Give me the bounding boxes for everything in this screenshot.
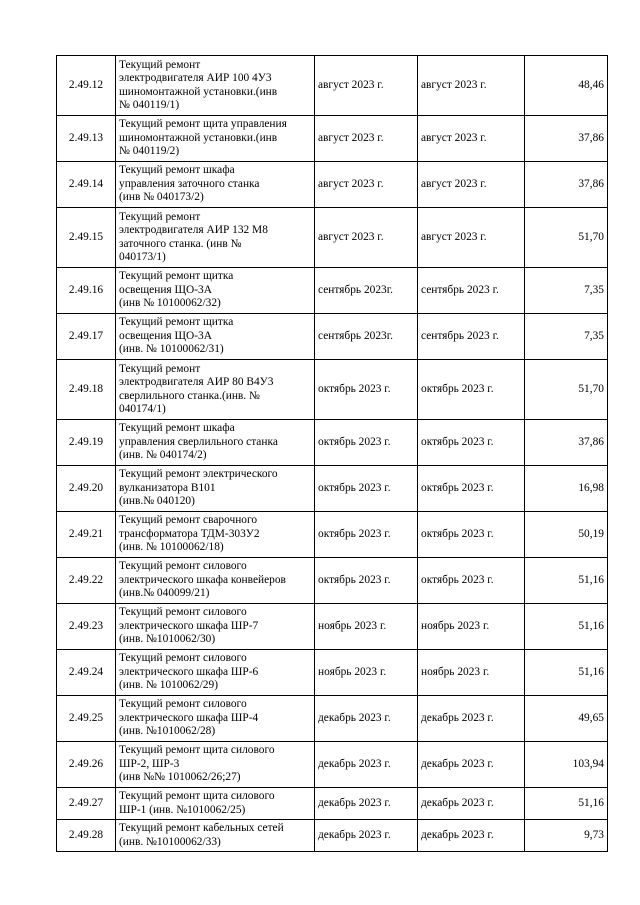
cost-cell: 103,94: [525, 742, 608, 788]
cost-cell: 37,86: [525, 162, 608, 208]
cost-cell: 7,35: [525, 268, 608, 314]
start-date-cell: сентябрь 2023г.: [315, 268, 418, 314]
table-row: [57, 314, 608, 360]
work-description-cell: [116, 420, 315, 466]
table-row: [57, 162, 608, 208]
start-date-cell: декабрь 2023 г.: [315, 696, 418, 742]
work-description-cell: [116, 742, 315, 788]
row-number-cell: 2.49.12: [57, 56, 116, 116]
cost-cell: 51,16: [525, 558, 608, 604]
start-date-cell: август 2023 г.: [315, 116, 418, 162]
end-date-cell: декабрь 2023 г.: [418, 696, 525, 742]
row-number-cell: 2.49.28: [57, 820, 116, 852]
work-description-cell: [116, 558, 315, 604]
work-description-cell: [116, 820, 315, 852]
end-date-cell: октябрь 2023 г.: [418, 466, 525, 512]
row-number-cell: 2.49.27: [57, 788, 116, 820]
work-description: Текущий ремонт силового электрического шкафа ШР-7 (инв. №1010062/30): [119, 606, 259, 646]
work-description: Текущий ремонт шкафа управления сверлильного станка (инв. № 040174/2): [119, 422, 278, 462]
start-date-cell: октябрь 2023 г.: [315, 420, 418, 466]
cost-cell: 51,16: [525, 650, 608, 696]
work-description-cell: [116, 788, 315, 820]
end-date-cell: август 2023 г.: [418, 116, 525, 162]
work-description-cell: [116, 696, 315, 742]
start-date-cell: ноябрь 2023 г.: [315, 650, 418, 696]
work-description-cell: [116, 116, 315, 162]
work-description: Текущий ремонт силового электрического шкафа конвейеров (инв.№ 040099/21): [119, 560, 286, 600]
cost-cell: 7,35: [525, 314, 608, 360]
table-row: [57, 696, 608, 742]
row-number-cell: 2.49.20: [57, 466, 116, 512]
row-number-cell: 2.49.16: [57, 268, 116, 314]
cost-cell: 51,16: [525, 788, 608, 820]
table-row: [57, 512, 608, 558]
work-description: Текущий ремонт щита силового ШР-2, ШР-3 (инв №№ 1010062/26;27): [119, 744, 275, 784]
table-row: [57, 56, 608, 116]
work-description: Текущий ремонт щитка освещения ЩО-3А (инв № 10100062/32): [119, 270, 234, 310]
table-row: [57, 268, 608, 314]
start-date-cell: август 2023 г.: [315, 56, 418, 116]
work-description-cell: [116, 604, 315, 650]
work-description-cell: [116, 208, 315, 268]
work-description-cell: [116, 162, 315, 208]
work-description: Текущий ремонт щита управления шиномонтажной установки.(инв № 040119/2): [119, 118, 287, 158]
start-date-cell: декабрь 2023 г.: [315, 742, 418, 788]
work-description-cell: [116, 56, 315, 116]
row-number-cell: 2.49.17: [57, 314, 116, 360]
work-description-cell: [116, 314, 315, 360]
start-date-cell: август 2023 г.: [315, 208, 418, 268]
end-date-cell: октябрь 2023 г.: [418, 360, 525, 420]
end-date-cell: октябрь 2023 г.: [418, 512, 525, 558]
work-description: Текущий ремонт щита силового ШР-1 (инв. №1010062/25): [119, 790, 275, 816]
work-description: Текущий ремонт силового электрического шкафа ШР-6 (инв. № 1010062/29): [119, 652, 259, 692]
work-description: Текущий ремонт электродвигателя АИР 80 В4У3 сверлильного станка.(инв. № 040174/1): [119, 362, 274, 415]
row-number-cell: 2.49.26: [57, 742, 116, 788]
table-row: [57, 558, 608, 604]
row-number-cell: 2.49.22: [57, 558, 116, 604]
row-number-cell: 2.49.25: [57, 696, 116, 742]
end-date-cell: сентябрь 2023 г.: [418, 314, 525, 360]
work-description-cell: [116, 466, 315, 512]
table-row: [57, 604, 608, 650]
cost-cell: 51,16: [525, 604, 608, 650]
end-date-cell: сентябрь 2023 г.: [418, 268, 525, 314]
work-description: Текущий ремонт сварочного трансформатора ТДМ-303У2 (инв. № 10100062/18): [119, 514, 260, 554]
row-number-cell: 2.49.18: [57, 360, 116, 420]
end-date-cell: декабрь 2023 г.: [418, 742, 525, 788]
row-number-cell: 2.49.19: [57, 420, 116, 466]
table-row: [57, 650, 608, 696]
start-date-cell: октябрь 2023 г.: [315, 512, 418, 558]
table-row: [57, 466, 608, 512]
start-date-cell: октябрь 2023 г.: [315, 360, 418, 420]
end-date-cell: ноябрь 2023 г.: [418, 650, 525, 696]
end-date-cell: декабрь 2023 г.: [418, 820, 525, 852]
table-body: [57, 56, 608, 852]
work-description: Текущий ремонт электрического вулканизатора В101 (инв.№ 040120): [119, 468, 278, 508]
row-number-cell: 2.49.24: [57, 650, 116, 696]
end-date-cell: август 2023 г.: [418, 162, 525, 208]
work-description: Текущий ремонт электродвигателя АИР 100 4У3 шиномонтажной установки.(инв № 040119/1): [119, 58, 278, 111]
maintenance-table: [56, 55, 608, 852]
work-description: Текущий ремонт шкафа управления заточного станка (инв № 040173/2): [119, 164, 260, 204]
start-date-cell: август 2023 г.: [315, 162, 418, 208]
end-date-cell: ноябрь 2023 г.: [418, 604, 525, 650]
work-description-cell: [116, 268, 315, 314]
start-date-cell: ноябрь 2023 г.: [315, 604, 418, 650]
end-date-cell: август 2023 г.: [418, 56, 525, 116]
work-description: Текущий ремонт силового электрического шкафа ШР-4 (инв. №1010062/28): [119, 698, 259, 738]
end-date-cell: август 2023 г.: [418, 208, 525, 268]
end-date-cell: октябрь 2023 г.: [418, 420, 525, 466]
row-number-cell: 2.49.21: [57, 512, 116, 558]
row-number-cell: 2.49.13: [57, 116, 116, 162]
start-date-cell: сентябрь 2023г.: [315, 314, 418, 360]
start-date-cell: октябрь 2023 г.: [315, 558, 418, 604]
table-row: [57, 208, 608, 268]
start-date-cell: декабрь 2023 г.: [315, 820, 418, 852]
work-description-cell: [116, 650, 315, 696]
table-row: [57, 788, 608, 820]
cost-cell: 9,73: [525, 820, 608, 852]
cost-cell: 48,46: [525, 56, 608, 116]
work-description: Текущий ремонт электродвигателя АИР 132 М8 заточного станка. (инв № 040173/1): [119, 210, 268, 263]
cost-cell: 50,19: [525, 512, 608, 558]
work-description: Текущий ремонт кабельных сетей (инв. №10100062/33): [119, 822, 284, 848]
row-number-cell: 2.49.23: [57, 604, 116, 650]
start-date-cell: октябрь 2023 г.: [315, 466, 418, 512]
start-date-cell: декабрь 2023 г.: [315, 788, 418, 820]
table-row: [57, 820, 608, 852]
cost-cell: 37,86: [525, 420, 608, 466]
row-number-cell: 2.49.15: [57, 208, 116, 268]
table-row: [57, 420, 608, 466]
work-description: Текущий ремонт щитка освещения ЩО-3А (инв. № 10100062/31): [119, 316, 234, 356]
row-number-cell: 2.49.14: [57, 162, 116, 208]
cost-cell: 49,65: [525, 696, 608, 742]
cost-cell: 16,98: [525, 466, 608, 512]
end-date-cell: декабрь 2023 г.: [418, 788, 525, 820]
cost-cell: 37,86: [525, 116, 608, 162]
table-row: [57, 116, 608, 162]
end-date-cell: октябрь 2023 г.: [418, 558, 525, 604]
table-row: [57, 742, 608, 788]
table-row: [57, 360, 608, 420]
cost-cell: 51,70: [525, 208, 608, 268]
work-description-cell: [116, 360, 315, 420]
work-description-cell: [116, 512, 315, 558]
cost-cell: 51,70: [525, 360, 608, 420]
